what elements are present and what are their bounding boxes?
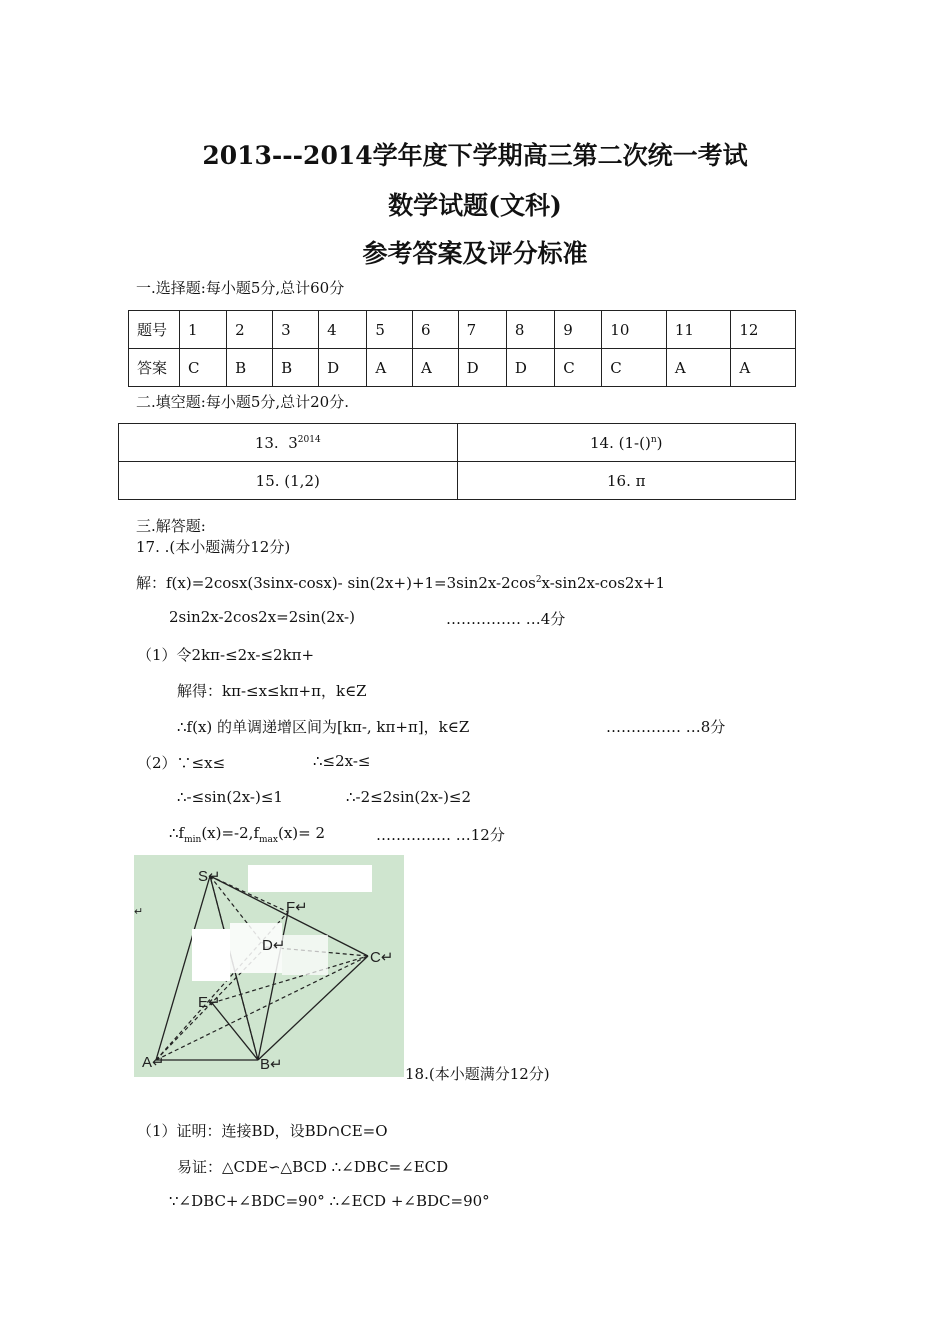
q17-part2-b: ∴≤2x-≤ [313,752,371,770]
q17-heading: 17. .(本小题满分12分) [136,538,291,556]
number-row [129,311,796,349]
answer-cell: B [227,349,273,387]
q17-part2-a: （2）∵≤x≤ [137,754,226,772]
number-cell: 10 [602,311,667,349]
blank-patch [248,865,372,892]
label-b: B↵ [260,1056,283,1073]
answer-cell: A [731,349,796,387]
label-s: S↵ [198,868,221,885]
section2-heading: 二.填空题:每小题5分,总计20分. [136,393,349,411]
subject-title: 数学试题(文科) [388,191,562,220]
answer-15: 15. (1,2) [119,462,458,500]
answer-cell: A [666,349,731,387]
answer-row [129,349,796,387]
q18-line1: （1）证明：连接BD，设BD∩CE=O [137,1122,388,1140]
answer-cell: A [413,349,459,387]
number-cell: 12 [731,311,796,349]
label-a: A↵ [142,1054,165,1071]
q17-score-12: …………… …12分 [376,826,505,844]
q17-score-8: …………… …8分 [606,718,726,736]
number-cell: 1 [180,311,227,349]
label-d: D↵ [262,937,286,954]
answer-cell: C [555,349,602,387]
q18-heading: 18.(本小题满分12分) [405,1065,550,1083]
answer-13: 13. $3^{2014}$ [119,424,458,462]
blank-patch [282,935,328,975]
answer-16: 16. π [457,462,796,500]
choice-answer-table [128,310,796,387]
number-cell: 7 [458,311,506,349]
q18-line3: ∵∠DBC+∠BDC=90° ∴∠ECD +∠BDC=90° [169,1192,490,1210]
number-cell: 3 [273,311,319,349]
number-cell: 5 [367,311,413,349]
q17-part2-c: ∴-≤sin(2x-)≤1 [177,788,283,806]
answer-cell: B [273,349,319,387]
answer-key-title: 参考答案及评分标准 [362,239,588,268]
q17-line2: 2sin2x-2cos2x=2sin(2x-) [169,608,355,626]
section3-heading: 三.解答题: [136,517,206,535]
answer-14: 14. (1-()$^n$) [457,424,796,462]
answer-cell: D [458,349,506,387]
number-cell: 6 [413,311,459,349]
q17-part2-e: $\therefore f_{min}(x)=-2,f_{max}(x)= 2$ [169,824,326,845]
number-cell: 4 [319,311,367,349]
q17-part1-solve: 解得：kπ-≤x≤kπ+π，k∈Z [177,682,367,700]
row-header-answer: 答案 [129,349,180,387]
number-cell: 9 [555,311,602,349]
answer-cell: C [180,349,227,387]
exam-title: 2013---2014学年度下学期高三第二次统一考试 [202,141,748,170]
number-cell: 2 [227,311,273,349]
q17-score-4: …………… …4分 [446,610,566,628]
answer-cell: D [319,349,367,387]
section1-heading: 一.选择题:每小题5分,总计60分 [136,279,345,297]
label-c: C↵ [370,949,394,966]
q18-line2: 易证：△CDE∽△BCD ∴∠DBC=∠ECD [177,1158,449,1176]
label-e: E↵ [198,994,221,1011]
pyramid-figure [134,855,404,1077]
pyramid-diagram [134,855,404,1077]
fill-blank-table [118,423,796,500]
blank-patch [192,929,230,981]
q17-part2-d: ∴-2≤2sin(2x-)≤2 [346,788,472,806]
answer-cell: C [602,349,667,387]
label-f: F↵ [286,899,308,916]
number-cell: 8 [506,311,554,349]
q17-part1: （1）令2kπ-≤2x-≤2kπ+ [137,646,315,664]
answer-cell: A [367,349,413,387]
q17-part1-result: ∴f(x) 的单调递增区间为[kπ-, kπ+π]，k∈Z [177,718,470,736]
number-cell: 11 [666,311,731,349]
paragraph-mark: ↵ [134,906,144,918]
answer-cell: D [506,349,554,387]
row-header-number: 题号 [129,311,180,349]
q17-line1: 解：f(x)=2cosx(3sinx-cosx)- $\sin(2x+)+1=3\sin 2x-2\cos^2x-\sin 2x-\cos 2x+1$ [136,574,666,592]
